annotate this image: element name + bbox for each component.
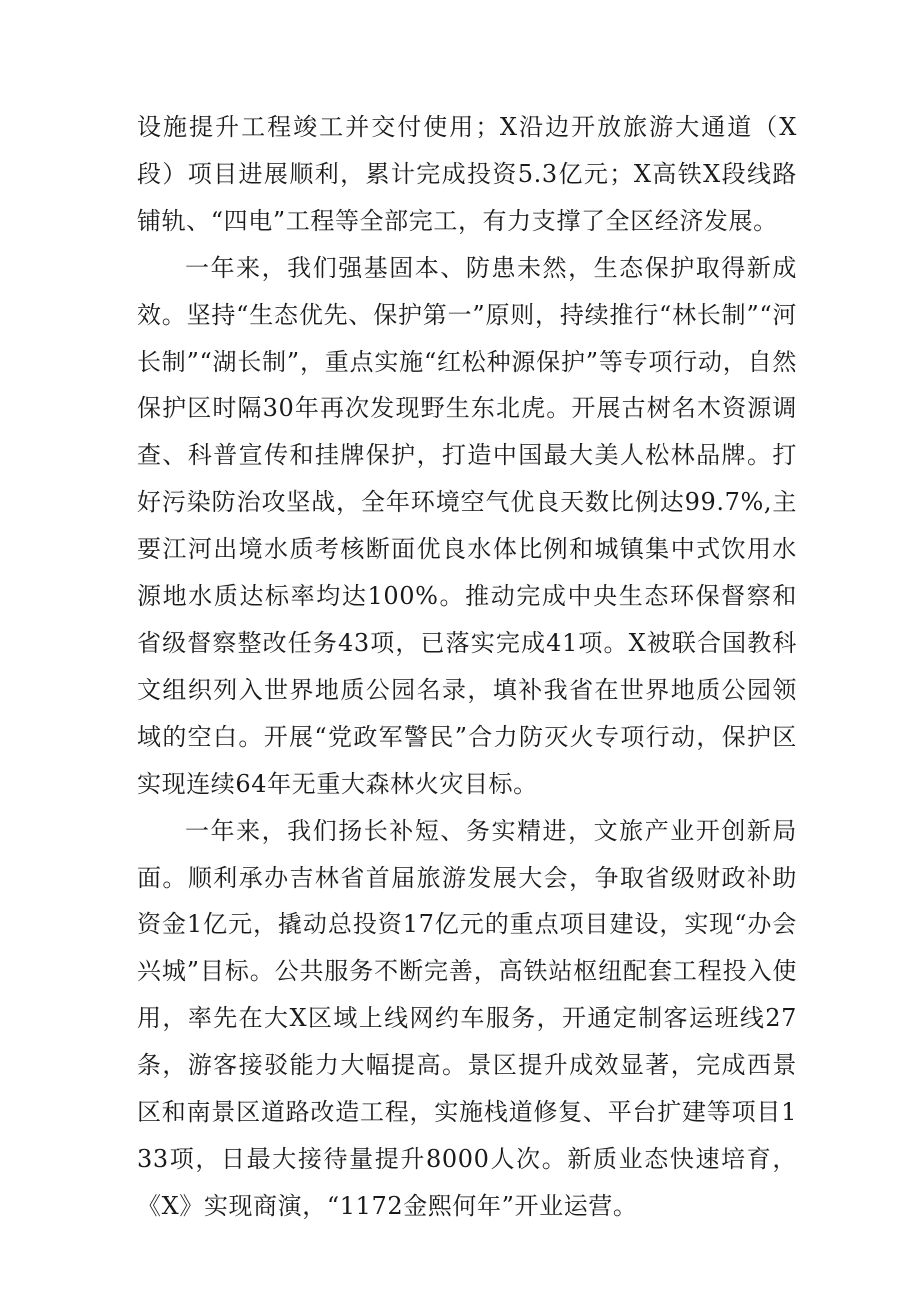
paragraph-infrastructure: 设施提升工程竣工并交付使用；X沿边开放旅游大通道（X段）项目进展顺利，累计完成投资5.3亿元；X高铁X段线路铺轨、“四电”工程等全部完工，有力支撑了全区经济发展。 bbox=[137, 113, 797, 235]
paragraph-ecology: 一年来，我们强基固本、防患未然，生态保护取得新成效。坚持“生态优先、保护第一”原则，持续推行“林长制”“河长制”“湖长制”，重点实施“红松种源保护”等专项行动，自然保护区时隔30年再次发现野生东北虎。开展古树名木资源调查、科普宣传和挂牌保护，打造中国最大美人松林品牌。打好污染防治攻坚战，全年环境空气优良天数比例达99.7%,主要江河出境水质考核断面优良水体比例和城镇集中式饮用水源地水质达标率均达100%。推动完成中央生态环保督察和省级督察整改任务43项，已落实完成41项。X被联合国教科文组织列入世界地质公园名录，填补我省在世界地质公园领域的空白。开展“党政军警民”合力防灭火专项行动，保护区实现连续64年无重大森林火灾目标。 bbox=[137, 253, 797, 798]
paragraph-tourism: 一年来，我们扬长补短、务实精进，文旅产业开创新局面。顺利承办吉林省首届旅游发展大会，争取省级财政补助资金1亿元，撬动总投资17亿元的重点项目建设，实现“办会兴城”目标。公共服务不断完善，高铁站枢纽配套工程投入使用，率先在大X区域上线网约车服务，开通定制客运班线27条，游客接驳能力大幅提高。景区提升成效显著，完成西景区和南景区道路改造工程，实施栈道修复、平台扩建等项目133项，日最大接待量提升8000人次。新质业态快速培育，《X》实现商演，“1172金熙何年”开业运营。 bbox=[137, 816, 797, 1220]
document-body bbox=[137, 104, 797, 1230]
